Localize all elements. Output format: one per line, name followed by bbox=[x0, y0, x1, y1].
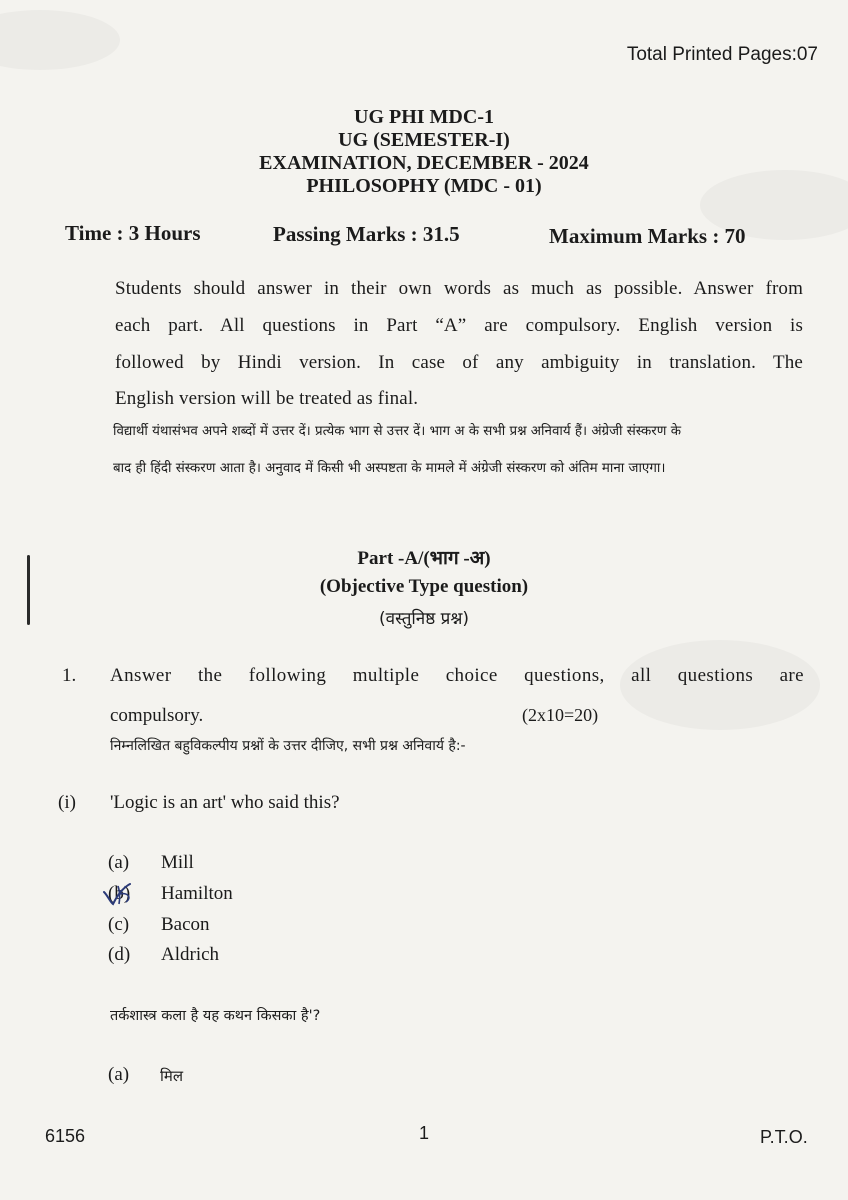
instruction-line: Students should answer in their own words as much as possible. Answer from bbox=[115, 278, 803, 299]
paper-smudge bbox=[0, 10, 120, 70]
option-text: Bacon bbox=[161, 914, 210, 935]
instruction-line: English version will be treated as final. bbox=[115, 388, 419, 409]
option-label: (a) bbox=[108, 1064, 130, 1085]
option-text: Hamilton bbox=[161, 883, 233, 904]
option-text: Aldrich bbox=[161, 944, 220, 965]
subject-title: PHILOSOPHY (MDC - 01) bbox=[306, 175, 542, 197]
page-number: 1 bbox=[418, 1123, 429, 1143]
paper-code: 6156 bbox=[45, 1126, 86, 1146]
instruction-hindi-line: विद्यार्थी यंथासंभव अपने शब्दों में उत्तर दें। प्रत्येक भाग से उत्तर दें। भाग अ के सभी प्रश्न अनिवार्य हैं। अंग्रेजी संस्करण के bbox=[113, 424, 682, 439]
total-pages-label: Total Printed Pages:07 bbox=[626, 44, 818, 65]
question-marks: (2x10=20) bbox=[522, 705, 599, 725]
option-label: (d) bbox=[108, 944, 131, 965]
pto-label: P.T.O. bbox=[760, 1127, 808, 1147]
instruction-line: each part. All questions in Part “A” are compulsory. English version is bbox=[115, 315, 803, 336]
passing-marks-label: Passing Marks : 31.5 bbox=[273, 222, 460, 246]
option-label: (a) bbox=[108, 852, 130, 873]
option-label-marked: (b) bbox=[108, 883, 131, 904]
question-text-continued: compulsory. bbox=[110, 705, 204, 726]
exam-title: EXAMINATION, DECEMBER - 2024 bbox=[259, 152, 589, 174]
instruction-line: followed by Hindi version. In case of any ambiguity in translation. The bbox=[115, 352, 803, 373]
part-a-subtitle-hindi: (वस्तुनिष्ठ प्रश्न) bbox=[379, 609, 469, 629]
maximum-marks-label: Maximum Marks : 70 bbox=[549, 224, 746, 248]
subquestion-text-hindi: तर्कशास्त्र कला है यह कथन किसका है'? bbox=[110, 1008, 321, 1024]
option-text: Mill bbox=[161, 852, 194, 873]
question-number: 1. bbox=[62, 665, 77, 686]
option-text-hindi: मिल bbox=[160, 1067, 184, 1085]
semester-title: UG (SEMESTER-I) bbox=[338, 129, 510, 151]
subquestion-number: (i) bbox=[58, 792, 76, 813]
part-a-subtitle: (Objective Type question) bbox=[319, 576, 529, 597]
part-a-title: Part -A/(भाग -अ) bbox=[357, 548, 491, 569]
question-text: Answer the following multiple choice questions, all questions are bbox=[110, 665, 804, 686]
question-text-hindi: निम्नलिखित बहुविकल्पीय प्रश्नों के उत्तर दीजिए, सभी प्रश्न अनिवार्य है:- bbox=[110, 738, 466, 754]
option-label: (c) bbox=[108, 914, 130, 935]
instruction-hindi-line: बाद ही हिंदी संस्करण आता है। अनुवाद में किसी भी अस्पष्टता के मामले में अंग्रेजी संस्करण को अंतिम माना जाएगा। bbox=[113, 461, 666, 476]
handwritten-tick-mark bbox=[100, 880, 150, 908]
time-label: Time : 3 Hours bbox=[65, 221, 201, 245]
subquestion-text: 'Logic is an art' who said this? bbox=[110, 792, 340, 813]
course-code: UG PHI MDC-1 bbox=[354, 106, 494, 128]
